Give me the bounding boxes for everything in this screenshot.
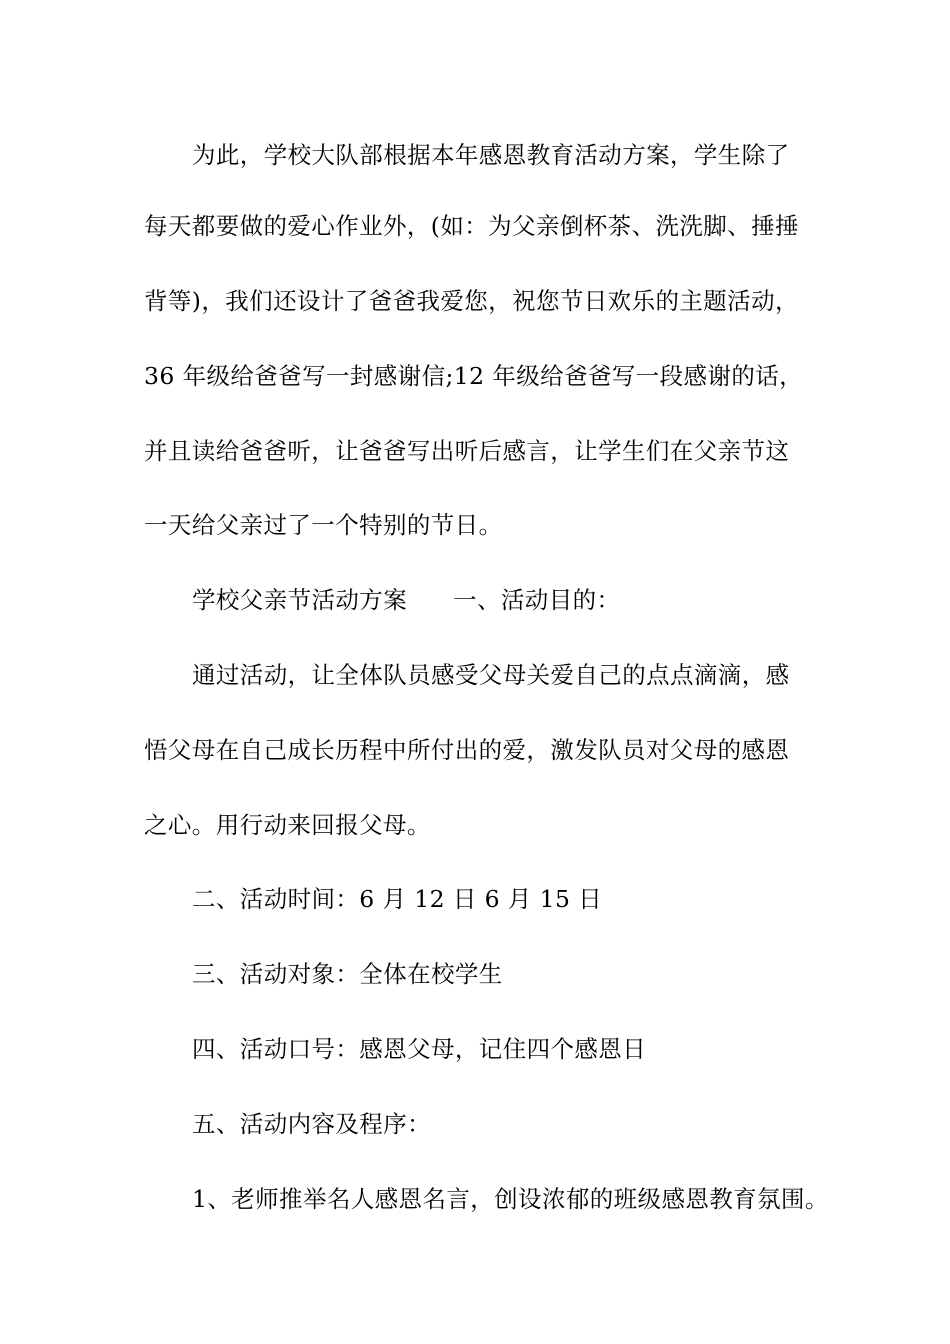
paragraph-line: 悟父母在自己成长历程中所付出的爱，激发队员对父母的感恩 xyxy=(144,736,790,764)
paragraph-line: 一天给父亲过了一个特别的节日。 xyxy=(144,511,503,539)
paragraph-line: 36 年级给爸爸写一封感谢信;12 年级给爸爸写一段感谢的话， xyxy=(144,362,804,390)
paragraph-line: 二、活动时间：6 月 12 日 6 月 15 日 xyxy=(192,885,603,913)
paragraph-line: 之心。用行动来回报父母。 xyxy=(144,811,431,839)
paragraph-line: 通过活动，让全体队员感受父母关爱自己的点点滴滴，感 xyxy=(192,661,790,689)
section-heading: 一、活动目的： xyxy=(453,586,621,614)
paragraph-line: 三、活动对象：全体在校学生 xyxy=(192,960,503,988)
paragraph-line: 1、老师推举名人感恩名言，创设浓郁的班级感恩教育氛围。 xyxy=(192,1185,829,1213)
paragraph-line: 五、活动内容及程序： xyxy=(192,1110,431,1138)
paragraph-line: 背等)，我们还设计了爸爸我爱您，祝您节日欢乐的主题活动， xyxy=(144,287,799,315)
paragraph-line: 每天都要做的爱心作业外，(如：为父亲倒杯茶、洗洗脚、捶捶 xyxy=(144,212,799,240)
section-heading-line xyxy=(192,585,620,615)
paragraph-line: 四、活动口号：感恩父母，记住四个感恩日 xyxy=(192,1035,647,1063)
paragraph-line: 为此，学校大队部根据本年感恩教育活动方案，学生除了 xyxy=(192,141,790,169)
plan-title: 学校父亲节活动方案 xyxy=(192,586,408,614)
paragraph-line: 并且读给爸爸听，让爸爸写出听后感言，让学生们在父亲节这 xyxy=(144,437,790,465)
